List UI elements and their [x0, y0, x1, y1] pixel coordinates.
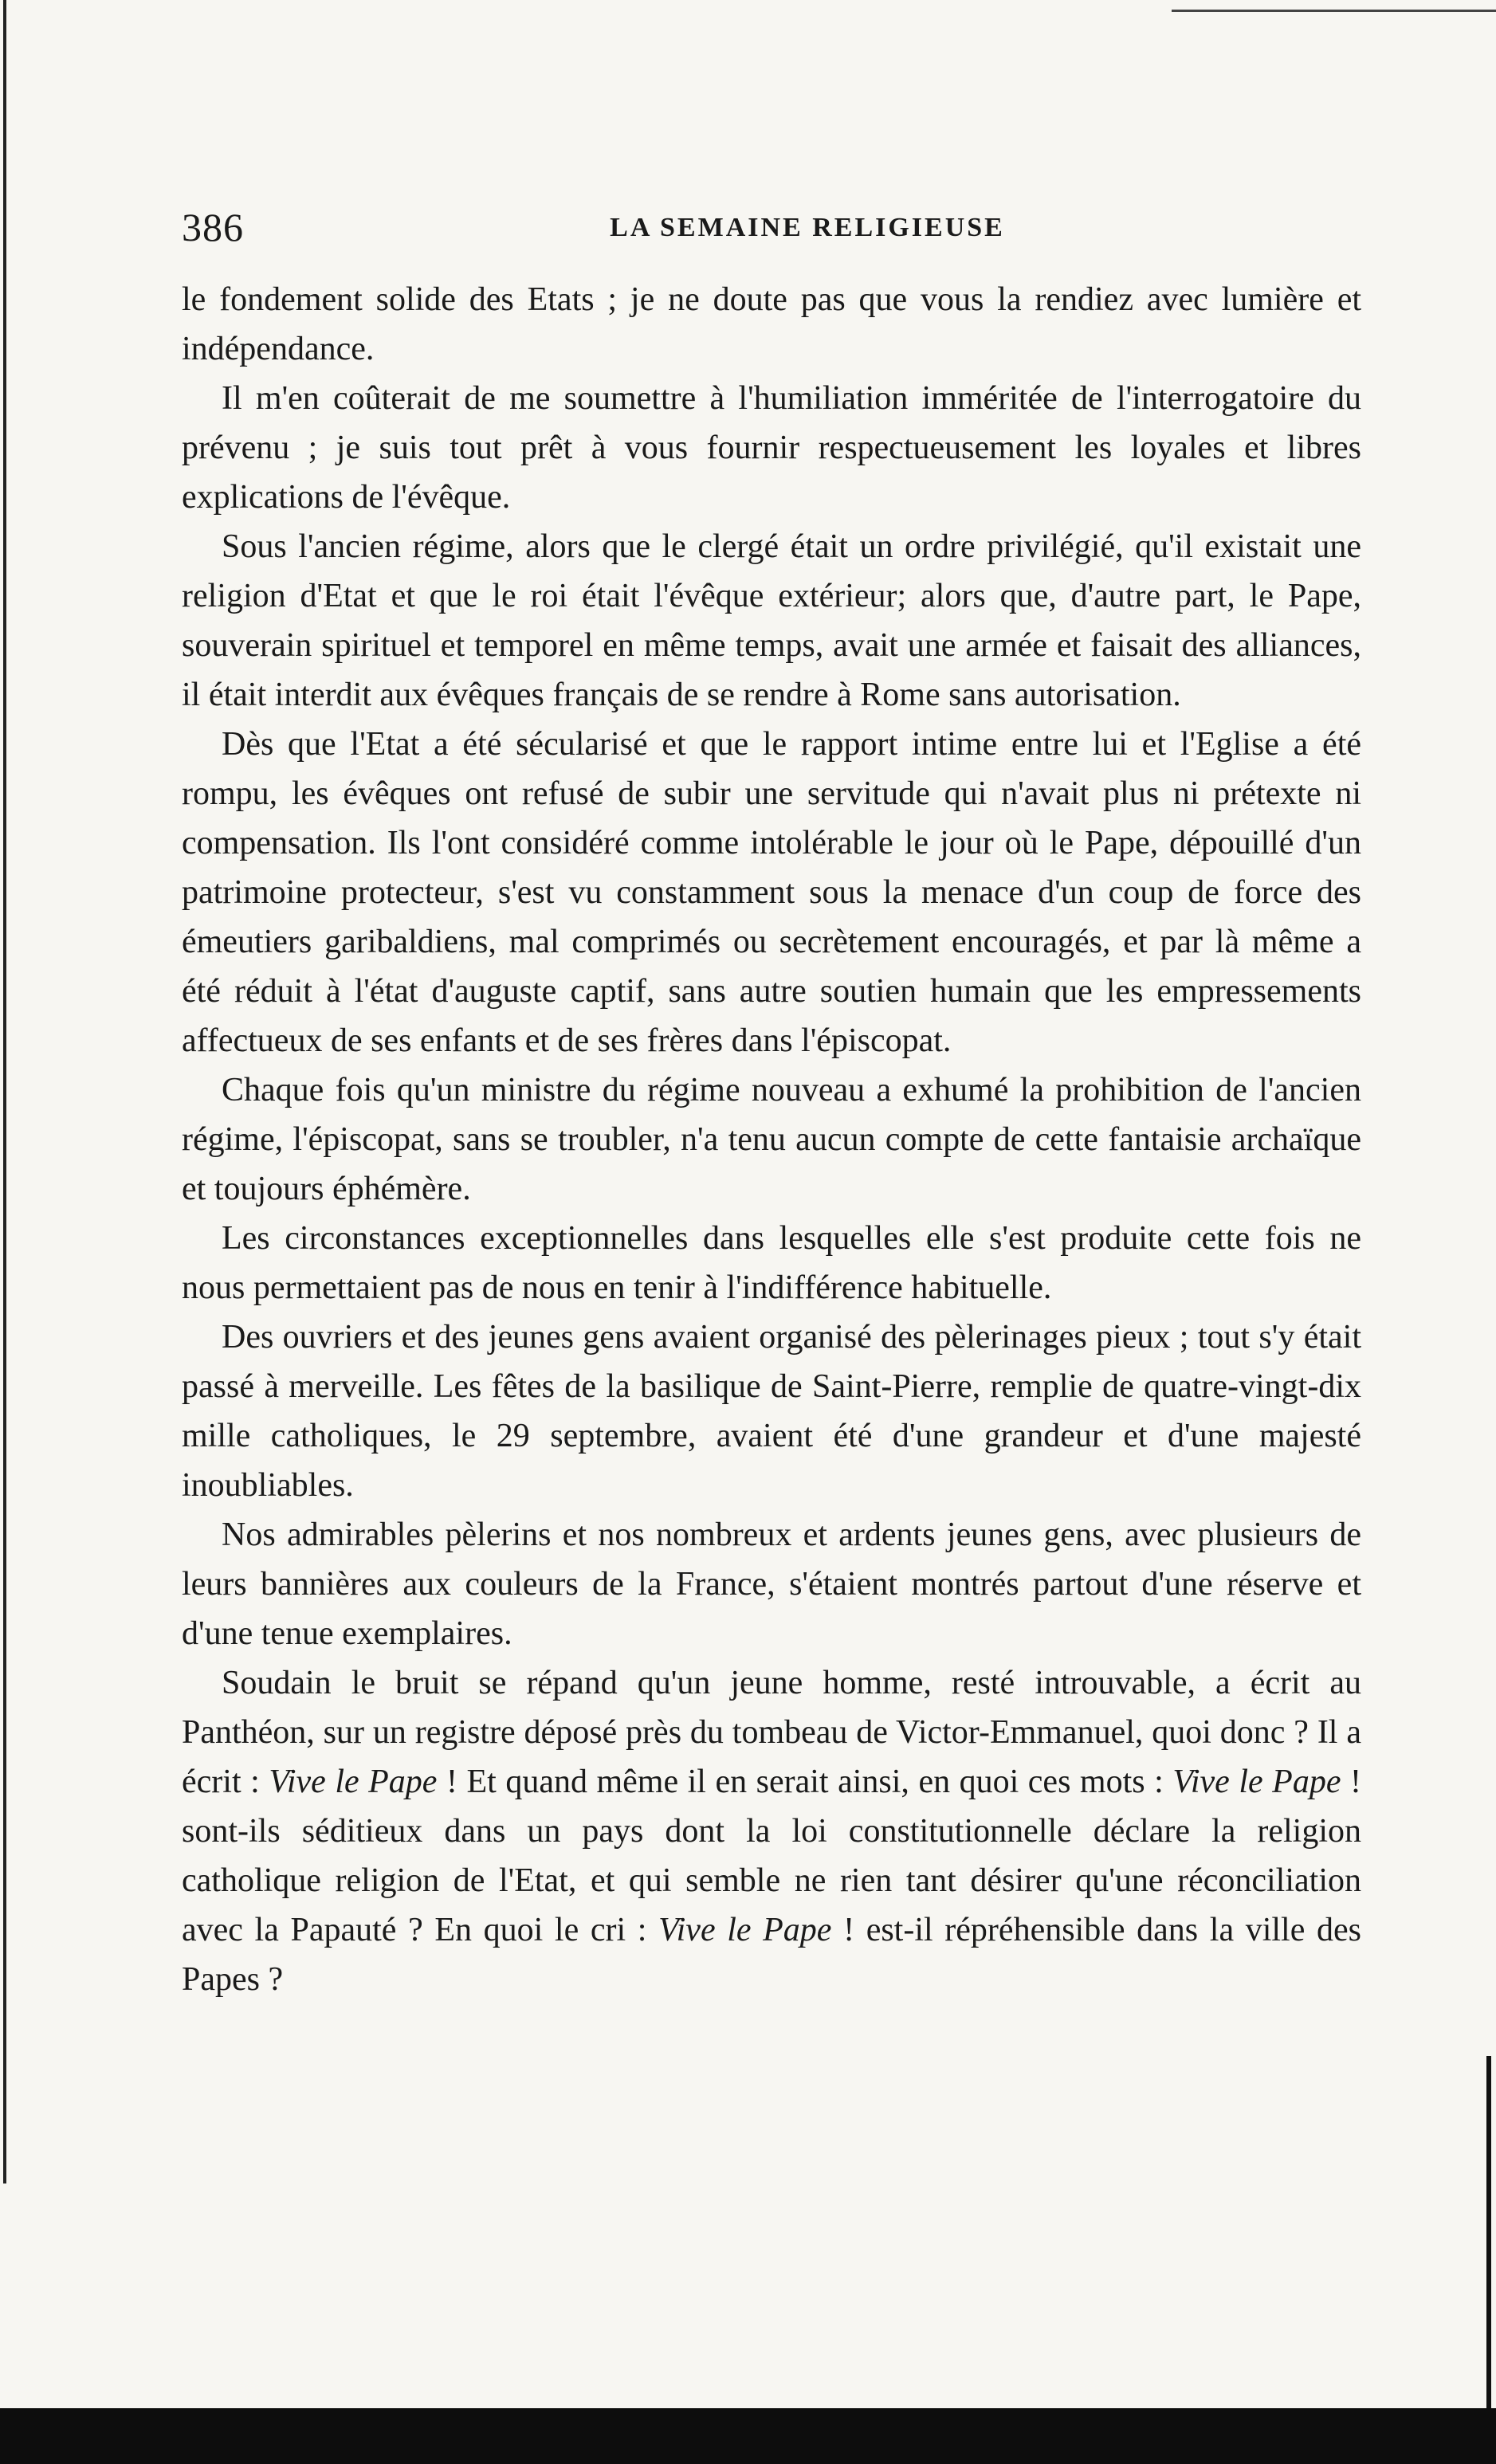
paragraph-1: le fondement solide des Etats ; je ne doute pas que vous la rendiez avec lumière et indépendance. [182, 281, 1361, 367]
running-title: LA SEMAINE RELIGIEUSE [610, 213, 1005, 242]
page-edge-top [1172, 10, 1496, 12]
page-edge-left [3, 0, 6, 2183]
paragraph-9-text-3: ! sont-ils séditieux dans un pays dont la loi constitutionnelle déclare la religion catholique religion de l'Etat, et qui semble ne rien tant désirer qu'une réconciliation avec la Papauté ? En quoi le cri : [182, 1764, 1361, 1948]
paragraph-4: Dès que l'Etat a été sécularisé et que le rapport intime entre lui et l'Eglise a été rompu, les évêques ont refusé de subir une servitude qui n'avait plus ni prétexte ni compensation. Ils l'ont considéré comme intolérable le jour où le Pape, dépouillé d'un patrimoine protecteur, s'est vu constamment sous la menace d'un coup de force des émeutiers garibaldiens, mal comprimés ou secrètement encouragés, et par là même a été réduit à l'état d'auguste captif, sans autre soutien humain que les empressements affectueux de ses enfants et de ses frères dans l'épiscopat. [182, 726, 1361, 1059]
paragraph-8: Nos admirables pèlerins et nos nombreux et ardents jeunes gens, avec plusieurs de leurs bannières aux couleurs de la France, s'étaient montrés partout d'une réserve et d'une tenue exemplaires. [182, 1516, 1361, 1652]
paragraph-9-italic-1: Vive le Pape [269, 1764, 438, 1800]
scan-border-bottom [0, 2408, 1496, 2464]
paragraph-9-text-1: Soudain le bruit se répand qu'un jeune homme, resté introuvable, a écrit au Panthéon, sur un registre déposé près du tombeau de Victor-Emmanuel, quoi donc ? Il a écrit : [182, 1665, 1361, 1800]
page-header [182, 199, 1361, 255]
paragraph-9-italic-2: Vive le Pape [1172, 1764, 1341, 1800]
paragraph-2: Il m'en coûterait de me soumettre à l'humiliation imméritée de l'interrogatoire du prévenu ; je suis tout prêt à vous fournir respectueusement les loyales et libres explications de l'évêque. [182, 380, 1361, 516]
paragraph-9-text-2: ! Et quand même il en serait ainsi, en quoi ces mots : [437, 1764, 1173, 1800]
paragraph-6: Les circonstances exceptionnelles dans lesquelles elle s'est produite cette fois ne nous permettaient pas de nous en tenir à l'indifférence habituelle. [182, 1220, 1361, 1306]
paragraph-7: Des ouvriers et des jeunes gens avaient organisé des pèlerinages pieux ; tout s'y était passé à merveille. Les fêtes de la basilique de Saint-Pierre, remplie de quatre-vingt-dix mille catholiques, le 29 septembre, avaient été d'une grandeur et d'une majesté inoubliables. [182, 1319, 1361, 1504]
paragraph-3: Sous l'ancien régime, alors que le clergé était un ordre privilégié, qu'il existait une religion d'Etat et que le roi était l'évêque extérieur; alors que, d'autre part, le Pape, souverain spirituel et temporel en même temps, avait une armée et faisait des alliances, il était interdit aux évêques français de se rendre à Rome sans autorisation. [182, 528, 1361, 713]
page-number: 386 [182, 205, 244, 249]
paragraph-5: Chaque fois qu'un ministre du régime nouveau a exhumé la prohibition de l'ancien régime, l'épiscopat, sans se troubler, n'a tenu aucun compte de cette fantaisie archaïque et toujours éphémère. [182, 1072, 1361, 1207]
paragraph-9 [182, 1658, 1361, 2004]
paragraph-9-italic-3: Vive le Pape [658, 1912, 832, 1948]
paragraph-9-text-4: ! est-il répréhensible dans la ville des Papes ? [182, 1912, 1361, 1998]
body-text [182, 275, 1361, 2004]
page-edge-right [1486, 2056, 1491, 2423]
